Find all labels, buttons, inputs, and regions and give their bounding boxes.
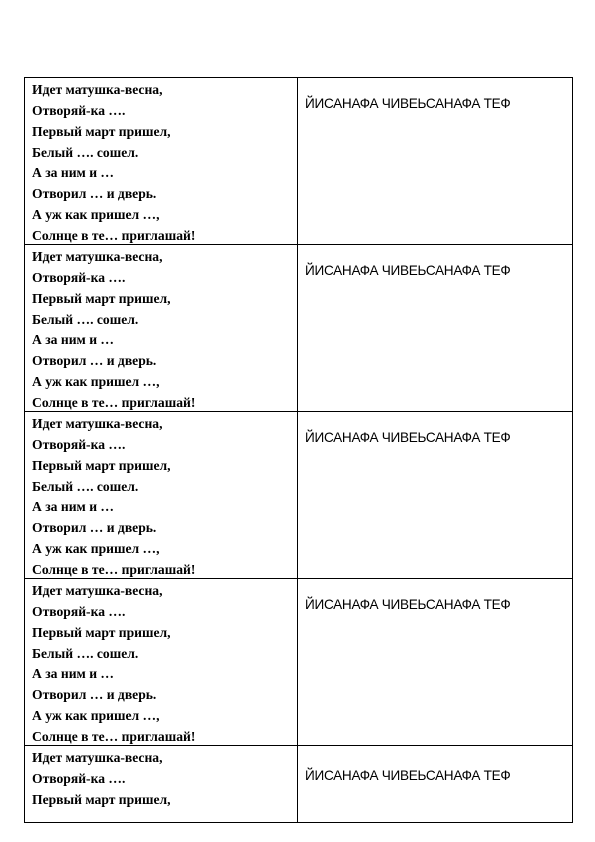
verse-line: А за ним и …: [32, 499, 115, 515]
verse-line: А за ним и …: [32, 332, 115, 348]
verse-line: Идет матушка-весна,: [32, 82, 163, 97]
verse-line: Первый март пришел,: [32, 791, 171, 807]
verse-line: Отворяй-ка ….: [32, 436, 126, 452]
verse-line: Солнце в те… приглашай!: [32, 394, 196, 410]
verse-cell: [25, 245, 298, 411]
card-row: [25, 245, 572, 412]
verse-line: Идет матушка-весна,: [32, 416, 163, 431]
cipher-cell: [299, 245, 572, 411]
verse-line: Отворил … и дверь.: [32, 687, 157, 703]
verse-line: Отворяй-ка ….: [32, 603, 126, 619]
verse-line: Солнце в те… приглашай!: [32, 728, 196, 744]
verse-line: Отворяй-ка ….: [32, 770, 126, 786]
verse-line: А уж как пришел …,: [32, 708, 160, 724]
verse-line: Отворил … и дверь.: [32, 186, 157, 202]
verse-line: Солнце в те… приглашай!: [32, 227, 196, 243]
verse-line: Первый март пришел,: [32, 624, 171, 640]
cipher-cell: [299, 78, 572, 244]
verse-line: Идет матушка-весна,: [32, 249, 163, 264]
verse-line: А уж как пришел …,: [32, 374, 160, 390]
verse-line: А за ним и …: [32, 165, 115, 181]
cipher-cell: [299, 412, 572, 578]
verse-cell: [25, 412, 298, 578]
verse-line: А уж как пришел …,: [32, 541, 160, 557]
card-row: [25, 412, 572, 579]
cipher-text: ЙИСАНАФА ЧИВЕЬСАНАФА ТЕФ: [305, 96, 511, 111]
verse-line: Белый …. сошел.: [32, 478, 139, 494]
cipher-cell: [299, 746, 572, 823]
verse-line: Первый март пришел,: [32, 457, 171, 473]
verse-line: Первый март пришел,: [32, 290, 171, 306]
verse-line: Отворил … и дверь.: [32, 520, 157, 536]
verse-cell: [25, 579, 298, 745]
card-row: [25, 579, 572, 746]
verse-line: Отворяй-ка ….: [32, 269, 126, 285]
card-table: [24, 77, 573, 823]
verse-line: Идет матушка-весна,: [32, 583, 163, 598]
verse-line: Белый …. сошел.: [32, 144, 139, 160]
verse-line: А уж как пришел …,: [32, 207, 160, 223]
verse-cell: [25, 746, 298, 823]
cipher-text: ЙИСАНАФА ЧИВЕЬСАНАФА ТЕФ: [305, 263, 511, 278]
verse-line: Первый март пришел,: [32, 123, 171, 139]
cipher-text: ЙИСАНАФА ЧИВЕЬСАНАФА ТЕФ: [305, 597, 511, 612]
cipher-cell: [299, 579, 572, 745]
verse-line: Белый …. сошел.: [32, 311, 139, 327]
verse-line: Отворил … и дверь.: [32, 353, 157, 369]
verse-cell: [25, 78, 298, 244]
cipher-text: ЙИСАНАФА ЧИВЕЬСАНАФА ТЕФ: [305, 430, 511, 445]
verse-line: Солнце в те… приглашай!: [32, 561, 196, 577]
verse-line: А за ним и …: [32, 666, 115, 682]
card-row: [25, 78, 572, 245]
verse-line: Белый …. сошел.: [32, 645, 139, 661]
card-row: [25, 746, 572, 823]
verse-line: Отворяй-ка ….: [32, 102, 126, 118]
verse-line: Идет матушка-весна,: [32, 750, 163, 765]
cipher-text: ЙИСАНАФА ЧИВЕЬСАНАФА ТЕФ: [305, 768, 511, 783]
